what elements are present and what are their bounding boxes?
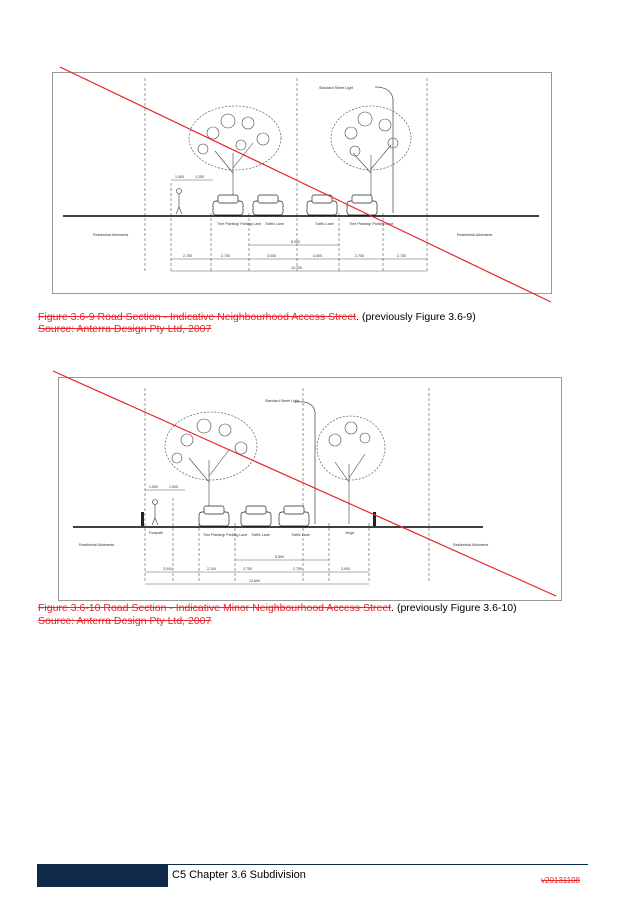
svg-text:Residential Allotments: Residential Allotments [93,233,129,237]
svg-text:Tree Planting/ Parking Lane: Tree Planting/ Parking Lane [349,222,394,226]
svg-text:Footpath: Footpath [149,531,164,535]
svg-text:Residential Allotments: Residential Allotments [453,543,489,547]
svg-text:2.750: 2.750 [293,567,302,571]
svg-text:2.750: 2.750 [397,254,406,258]
figure-1-source: Source: Anterra Design Pty Ltd, 2007 [38,323,212,335]
footer-bar [37,864,168,887]
svg-text:2.700: 2.700 [355,254,364,258]
svg-text:Traffic Lane: Traffic Lane [251,533,270,537]
svg-text:3.000: 3.000 [341,567,350,571]
svg-text:2.700: 2.700 [221,254,230,258]
svg-text:Residential Allotments: Residential Allotments [79,543,115,547]
svg-text:1.000: 1.000 [169,485,178,489]
svg-text:1.250: 1.250 [195,175,204,179]
svg-text:Standard Street Light: Standard Street Light [265,399,299,403]
svg-text:15.700: 15.700 [291,266,302,270]
svg-text:3.000: 3.000 [267,254,276,258]
svg-text:Residential Allotments: Residential Allotments [457,233,493,237]
svg-text:1.500: 1.500 [175,175,184,179]
figure-2-caption [38,602,517,615]
svg-text:Standard Street Light: Standard Street Light [319,86,353,90]
footer-rule [168,864,588,865]
svg-text:3.000: 3.000 [313,254,322,258]
footer-version: v20131108 [541,876,580,885]
svg-text:Traffic Lane: Traffic Lane [315,222,334,226]
svg-text:3.000: 3.000 [163,567,172,571]
svg-text:6.000: 6.000 [291,240,300,244]
svg-text:2.750: 2.750 [243,567,252,571]
svg-text:Tree Planting/ Parking Lane: Tree Planting/ Parking Lane [217,222,262,226]
svg-text:1.500: 1.500 [149,485,158,489]
svg-text:2.100: 2.100 [207,567,216,571]
svg-text:Traffic Lane: Traffic Lane [291,533,310,537]
footer-title: C5 Chapter 3.6 Subdivision [172,869,306,881]
svg-text:2.750: 2.750 [183,254,192,258]
svg-text:13.600: 13.600 [249,579,260,583]
svg-text:Traffic Lane: Traffic Lane [265,222,284,226]
figure-2-source: Source: Anterra Design Pty Ltd, 2007 [38,615,212,627]
figure-2-caption-struck: Figure 3.6-10 Road Section - Indicative Minor Neighbourhood Access Street [38,602,392,614]
figure-1-caption-plain: . (previously Figure 3.6-9) [356,311,476,323]
figure-1-caption-struck: Figure 3.6-9 Road Section - Indicative Neighbourhood Access Street [38,311,357,323]
svg-text:Tree Planting/ Parking Lane: Tree Planting/ Parking Lane [203,533,248,537]
svg-text:5.500: 5.500 [275,555,284,559]
svg-text:Verge: Verge [345,531,355,535]
figure-2-caption-plain: . (previously Figure 3.6-10) [391,602,517,614]
